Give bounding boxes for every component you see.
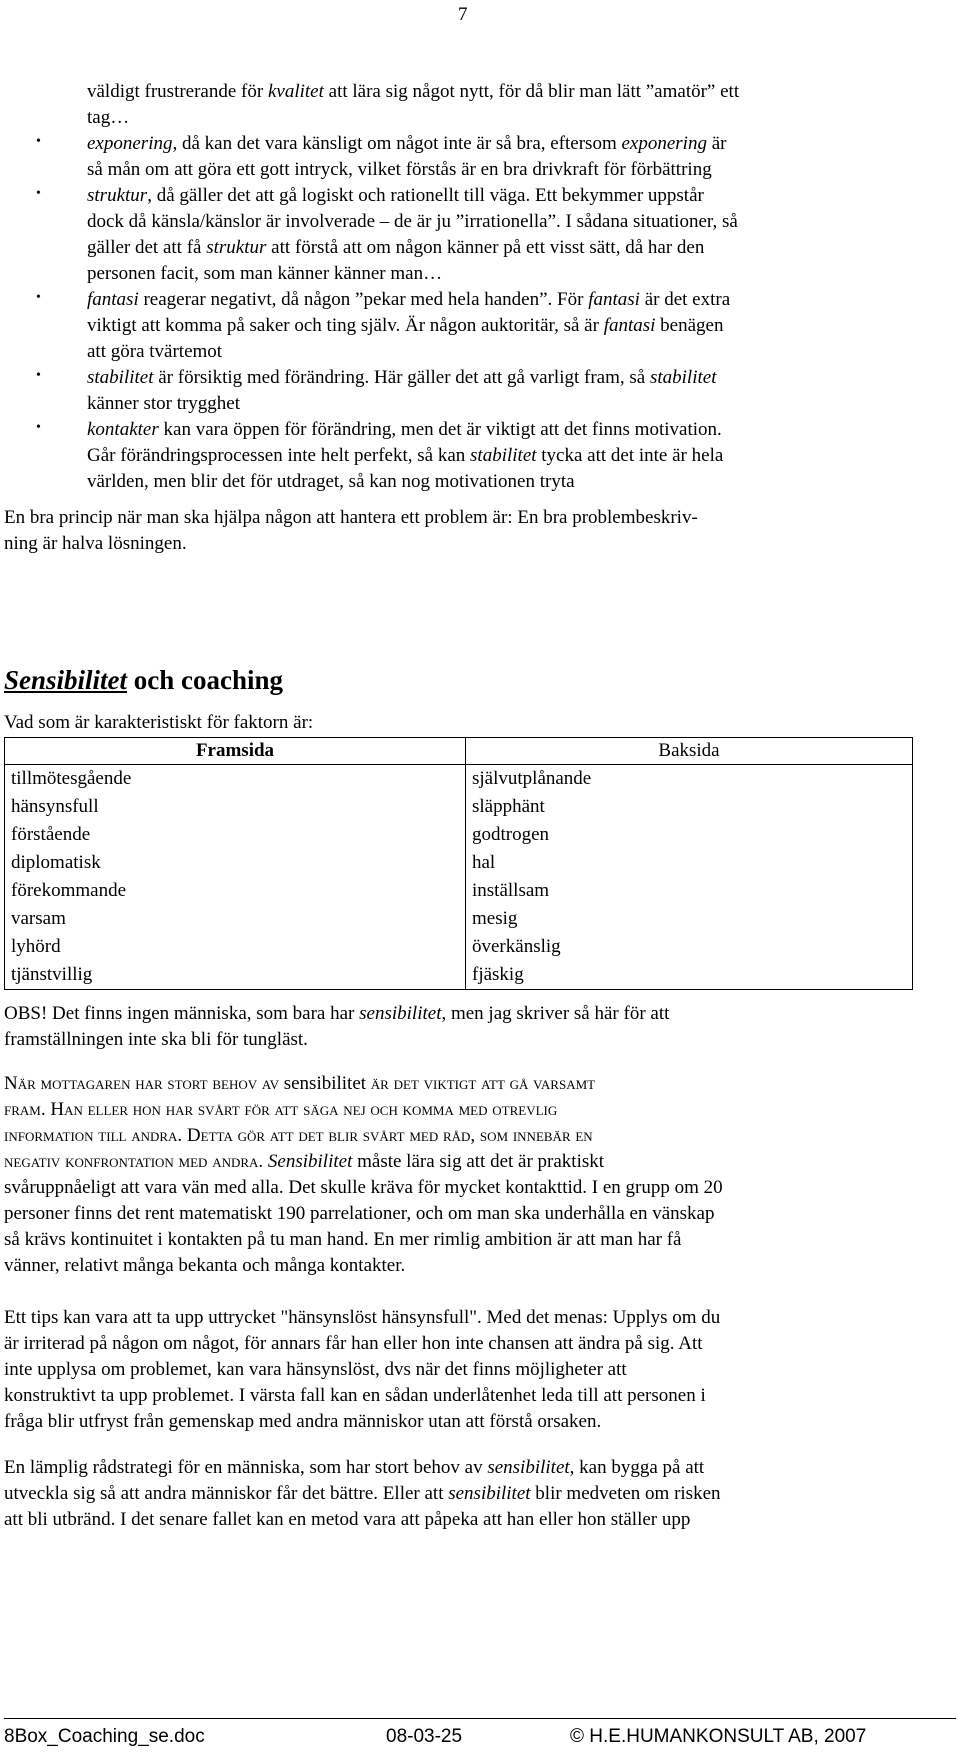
back-trait: självutplånande: [466, 765, 913, 794]
back-trait: inställsam: [466, 877, 913, 905]
back-trait: godtrogen: [466, 821, 913, 849]
footer-filename: 8Box_Coaching_se.doc: [4, 1726, 205, 1747]
table-row: [5, 821, 913, 849]
back-trait: fjäskig: [466, 961, 913, 990]
bullet-line: fantasi reagerar negativt, då någon ”pekar med hela handen”. För fantasi är det extra: [87, 289, 731, 310]
bullet-line: exponering, då kan det vara känsligt om något inte är så bra, eftersom exponering är: [87, 133, 727, 154]
bullet-line: känner stor trygghet: [87, 393, 241, 414]
front-trait: tillmötesgående: [5, 765, 466, 794]
paragraph-line: En lämplig rådstrategi för en människa, som har stort behov av sensibilitet, kan bygga på att: [4, 1457, 705, 1478]
front-trait: varsam: [5, 905, 466, 933]
section-heading-rest: och coaching: [127, 665, 284, 695]
front-trait: hänsynsfull: [5, 793, 466, 821]
paragraph-line: är irriterad på någon om något, för annars får han eller hon inte chansen att ändra på sig. Att: [4, 1333, 703, 1354]
paragraph-line: så krävs kontinuitet i kontakten på tu man hand. En mer rimlig ambition är att man har få: [4, 1229, 682, 1250]
bullet-line: struktur, då gäller det att gå logiskt och rationellt till väga. Ett bekymmer uppstår: [87, 185, 704, 206]
bullet-line: kontakter kan vara öppen för förändring, men det är viktigt att det finns motivation.: [87, 419, 722, 440]
table-row: [5, 793, 913, 821]
back-trait: hal: [466, 849, 913, 877]
principle-line: En bra princip när man ska hjälpa någon att hantera ett problem är: En bra problembeskriv-: [4, 507, 698, 528]
back-trait: släpphänt: [466, 793, 913, 821]
table-row: [5, 933, 913, 961]
paragraph-line: fråga blir utfryst från gemenskap med andra människor utan att förstå orsaken.: [4, 1411, 602, 1432]
paragraph-line: att bli utbränd. I det senare fallet kan en metod vara att påpeka att han eller hon ställer upp: [4, 1509, 691, 1530]
bullet-line: så mån om att göra ett gott intryck, vilket förstås är en bra drivkraft för förbättring: [87, 159, 712, 180]
paragraph-line: vänner, relativt många bekanta och många kontakter.: [4, 1255, 406, 1276]
bullet-line: Går förändringsprocessen inte helt perfekt, så kan stabilitet tycka att det inte är hela: [87, 445, 724, 466]
principle-line: ning är halva lösningen.: [4, 533, 187, 554]
bullet-line: världen, men blir det för utdraget, så kan nog motivationen tryta: [87, 471, 575, 492]
back-trait: överkänslig: [466, 933, 913, 961]
table-row: [5, 905, 913, 933]
bullet-line: stabilitet är försiktig med förändring. Här gäller det att gå varligt fram, så stabilitet: [87, 367, 717, 388]
table-header-back: Baksida: [466, 738, 913, 765]
paragraph-line: utveckla sig så att andra människor får det bättre. Eller att sensibilitet blir medveten om risken: [4, 1483, 721, 1504]
front-trait: lyhörd: [5, 933, 466, 961]
paragraph-line: När mottagaren har stort behov av sensibilitet är det viktigt att gå varsamt: [4, 1073, 596, 1094]
paragraph-line: fram. Han eller hon har svårt för att säga nej och komma med otrevlig: [4, 1099, 558, 1120]
paragraph-line: svåruppnåeligt att vara vän med alla. Det skulle kräva för mycket kontakttid. I en grupp om 20: [4, 1177, 723, 1198]
footer-date: 08-03-25: [386, 1726, 463, 1747]
bullet-dot-icon: •: [36, 368, 41, 383]
bullet-line: viktigt att komma på saker och ting själv. Är någon auktoritär, så är fantasi benägen: [87, 315, 724, 336]
back-trait: mesig: [466, 905, 913, 933]
bullet-line: personen facit, som man känner känner man…: [87, 263, 443, 284]
trait-table: [4, 737, 913, 990]
footer-rule: [4, 1718, 956, 1719]
section-heading-italic: Sensibilitet: [4, 665, 128, 695]
paragraph-line: inte upplysa om problemet, kan vara hänsynslöst, dvs när det finns möjligheter att: [4, 1359, 627, 1380]
bullet-line: tag…: [87, 107, 130, 128]
bullet-line: att göra tvärtemot: [87, 341, 223, 362]
paragraph-line: konstruktivt ta upp problemet. I värsta fall kan en sådan underlåtenhet leda till att personen i: [4, 1385, 706, 1406]
table-row: [5, 849, 913, 877]
bullet-line: dock då känsla/känslor är involverade – de är ju ”irrationella”. I sådana situationer, så: [87, 211, 738, 232]
bullet-dot-icon: •: [36, 186, 41, 201]
bullet-dot-icon: •: [36, 290, 41, 305]
paragraph-line: information till andra. Detta gör att det blir svårt med råd, som innebär en: [4, 1125, 593, 1146]
table-row: [5, 765, 913, 794]
section-heading: [4, 664, 283, 696]
bullet-dot-icon: •: [36, 420, 41, 435]
paragraph-line: personer finns det rent matematiskt 190 parrelationer, och om man ska underhålla en vänskap: [4, 1203, 715, 1224]
bullet-line: gäller det att få struktur att förstå att om någon känner på ett visst sätt, då har den: [87, 237, 705, 258]
bullet-dot-icon: •: [36, 134, 41, 149]
paragraph-line: framställningen inte ska bli för tungläst.: [4, 1029, 308, 1050]
paragraph-line: Ett tips kan vara att ta upp uttrycket "hänsynslöst hänsynsfull". Med det menas: Upplys om du: [4, 1307, 721, 1328]
paragraph-line: OBS! Det finns ingen människa, som bara har sensibilitet, men jag skriver så här för att: [4, 1003, 670, 1024]
table-row: [5, 877, 913, 905]
front-trait: tjänstvillig: [5, 961, 466, 990]
front-trait: förstående: [5, 821, 466, 849]
bullet-line: väldigt frustrerande för kvalitet att lära sig något nytt, för då blir man lätt ”amatör” ett: [87, 81, 740, 102]
front-trait: diplomatisk: [5, 849, 466, 877]
table-row: [5, 961, 913, 990]
page-number: 7: [458, 4, 468, 25]
footer-copyright: © H.E.HUMANKONSULT AB, 2007: [570, 1726, 867, 1747]
paragraph-line: negativ konfrontation med andra. Sensibilitet måste lära sig att det är praktiskt: [4, 1151, 605, 1172]
front-trait: förekommande: [5, 877, 466, 905]
section-intro: Vad som är karakteristiskt för faktorn är:: [4, 712, 314, 733]
table-header-front: Framsida: [5, 738, 466, 765]
